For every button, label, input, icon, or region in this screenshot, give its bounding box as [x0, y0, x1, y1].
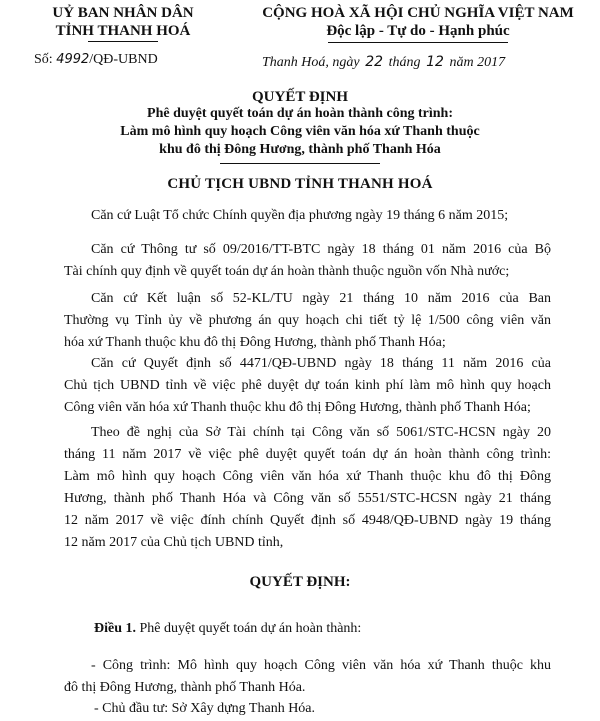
nation-underline: [328, 42, 508, 43]
paragraph-line: 12 năm 2017 của Chủ tịch UBND tỉnh,: [64, 535, 284, 550]
subject-line: Phê duyệt quyết toán dự án hoàn thành công trình:: [147, 106, 453, 121]
doc-number-value: 4992: [56, 52, 90, 67]
paragraph-line: Hương, thành phố Thanh Hóa và Công văn số 5551/STC-HCSN ngày 21 tháng: [64, 491, 551, 506]
article-1-text: Phê duyệt quyết toán dự án hoàn thành:: [139, 621, 362, 636]
doc-number: [34, 52, 158, 68]
article-1-label: Điều 1.: [94, 621, 136, 636]
national-header: [248, 4, 588, 43]
paragraph-line: Căn cứ Quyết định số 4471/QĐ-UBND ngày 18 tháng 11 năm 2016 của: [91, 356, 551, 371]
authority-title: CHỦ TỊCH UBND TỈNH THANH HOÁ: [167, 176, 433, 192]
paragraph-line: Căn cứ Thông tư số 09/2016/TT-BTC ngày 18 tháng 01 năm 2016 của Bộ: [91, 242, 551, 257]
agency-line-1: UỶ BAN NHÂN DÂN: [52, 5, 194, 21]
nation-line-2: Độc lập - Tự do - Hạnh phúc: [326, 23, 510, 39]
date-place: Thanh Hoá, ngày: [262, 55, 360, 70]
paragraph-line: Chủ tịch UBND tỉnh về việc phê duyệt dự toán kinh phí làm mô hình quy hoạch: [64, 378, 551, 393]
paragraph-line: 12 năm 2017 về việc đính chính Quyết định số 4948/QĐ-UBND ngày 19 tháng: [64, 513, 551, 528]
paragraph-line: tháng 11 năm 2017 về việc phê duyệt quyết toán dự án hoàn thành công trình:: [64, 447, 551, 462]
subject-line: Làm mô hình quy hoạch Công viên văn hóa xứ Thanh thuộc: [120, 124, 480, 139]
agency-line-2: TỈNH THANH HOÁ: [55, 23, 191, 39]
decision-heading: QUYẾT ĐỊNH:: [249, 574, 351, 590]
article-1-item-investor: - Chủ đầu tư: Sở Xây dựng Thanh Hóa.: [94, 701, 316, 716]
paragraph-line: Làm mô hình quy hoạch Công viên văn hóa xứ Thanh thuộc khu đô thị Đông: [64, 469, 551, 484]
subject-underline: [220, 163, 380, 164]
nation-line-1: CỘNG HOÀ XÃ HỘI CHỦ NGHĨA VIỆT NAM: [262, 5, 574, 21]
paragraph-line: Căn cứ Kết luận số 52-KL/TU ngày 21 tháng 10 năm 2016 của Ban: [91, 291, 551, 306]
paragraph-line: hóa xứ Thanh thuộc khu đô thị Đông Hương, thành phố Thanh Hóa;: [64, 335, 446, 350]
date-month-label: tháng: [388, 55, 421, 70]
article-1: [94, 621, 361, 637]
preamble-paragraph: [64, 239, 551, 283]
date-line: [262, 54, 505, 71]
doc-number-suffix: /QĐ-UBND: [89, 52, 158, 67]
preamble-paragraph: [64, 205, 551, 227]
paragraph-line: - Công trình: Mô hình quy hoạch Công viên văn hóa xứ Thanh thuộc khu: [91, 658, 551, 673]
paragraph-line: Công viên văn hóa xứ Thanh thuộc khu đô thị Đông Hương, thành phố Thanh Hóa;: [64, 400, 531, 415]
paragraph-line: Theo đề nghị của Sở Tài chính tại Công văn số 5061/STC-HCSN ngày 20: [91, 425, 551, 440]
agency-underline: [88, 41, 158, 42]
doc-number-prefix: Số:: [34, 52, 53, 67]
paragraph-line: Căn cứ Luật Tổ chức Chính quyền địa phương ngày 19 tháng 6 năm 2015;: [91, 208, 509, 223]
date-month: 12: [426, 54, 444, 70]
paragraph-line: Thường vụ Tỉnh ủy về phương án quy hoạch chi tiết tỷ lệ 1/500 công viên văn: [64, 313, 551, 328]
paragraph-line: đô thị Đông Hương, thành phố Thanh Hóa.: [64, 680, 306, 695]
date-year: năm 2017: [449, 55, 506, 70]
agency-block: [28, 4, 218, 42]
preamble-paragraph: [64, 422, 551, 554]
paragraph-line: Tài chính quy định về quyết toán dự án hoàn thành thuộc nguồn vốn Nhà nước;: [64, 264, 510, 279]
subject-block: [60, 105, 540, 164]
article-1-item-project: [64, 655, 551, 699]
date-day: 22: [365, 54, 384, 70]
doc-type-title: QUYẾT ĐỊNH: [252, 89, 348, 105]
preamble-paragraph: [64, 353, 551, 419]
preamble-paragraph: [64, 288, 551, 354]
subject-line: khu đô thị Đông Hương, thành phố Thanh Hóa: [159, 142, 441, 157]
